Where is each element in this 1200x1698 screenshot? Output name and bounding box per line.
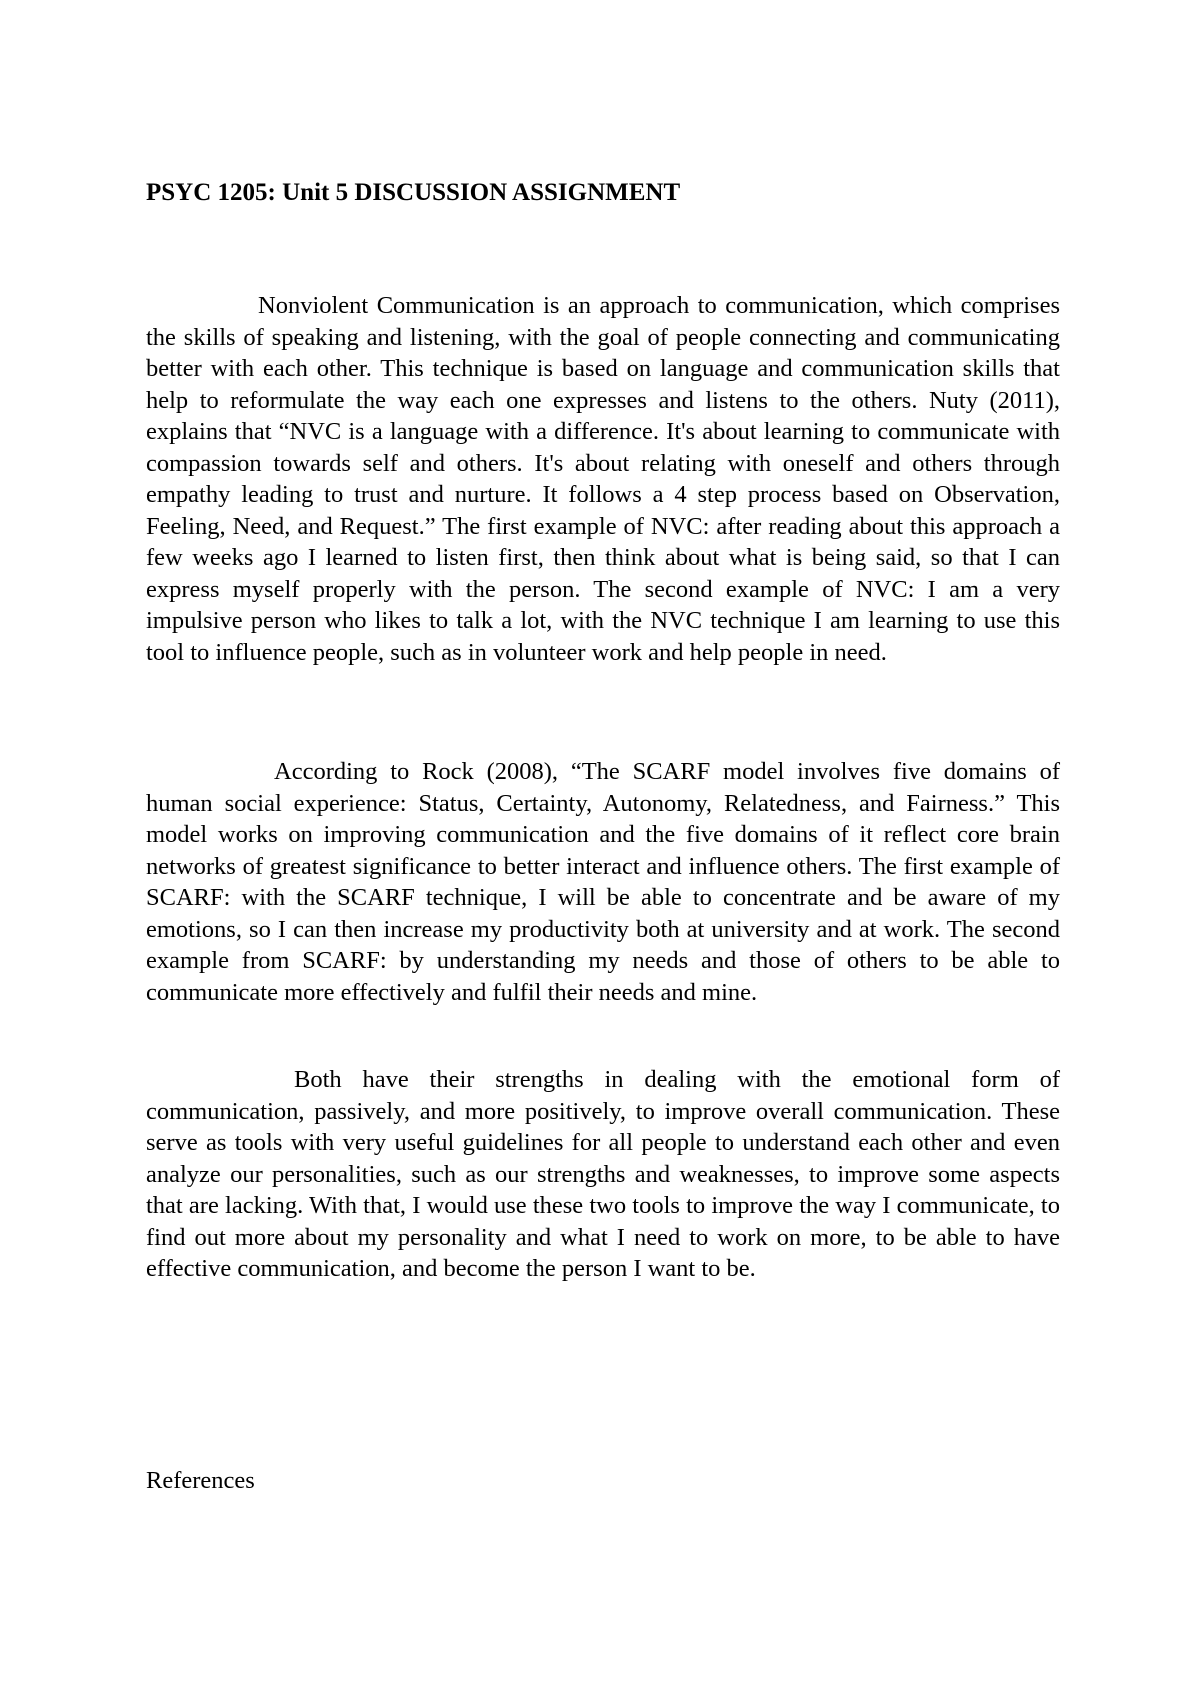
paragraph-scarf: According to Rock (2008), “The SCARF model involves five domains of human social experience: Status, Certainty, Autonomy, Relatedness, and Fairness.” This model works on improving communication and the five domains of it reflect core brain networks of greatest significance to better interact and influence others. The first example of SCARF: with the SCARF technique, I will be able to concentrate and be aware of my emotions, so I can then increase my productivity both at university and at work. The second example from SCARF: by understanding my needs and those of others to be able to communicate more effectively and fulfil their needs and mine.: [146, 758, 1060, 1006]
references-heading: References: [146, 1467, 255, 1494]
paragraph-nvc: Nonviolent Communication is an approach to communication, which comprises the skills of speaking and listening, with the goal of people connecting and communicating better with each other. This technique is based on language and communication skills that help to reformulate the way each one expresses and listens to the others. Nuty (2011), explains that “NVC is a language with a difference. It's about learning to communicate with compassion towards self and others. It's about relating with oneself and others through empathy leading to trust and nurture. It follows a 4 step process based on Observation, Feeling, Need, and Request.” The first example of NVC: after reading about this approach a few weeks ago I learned to listen first, then think about what is being said, so that I can express myself properly with the person. The second example of NVC: I am a very impulsive person who likes to talk a lot, with the NVC technique I am learning to use this tool to influence people, such as in volunteer work and help people in need.: [146, 292, 1060, 666]
paragraph-conclusion: Both have their strengths in dealing with the emotional form of communication, passively, and more positively, to improve overall communication. These serve as tools with very useful guidelines for all people to understand each other and even analyze our personalities, such as our strengths and weaknesses, to improve some aspects that are lacking. With that, I would use these two tools to improve the way I communicate, to find out more about my personality and what I need to work on more, to be able to have effective communication, and become the person I want to be.: [146, 1066, 1060, 1282]
document-title: PSYC 1205: Unit 5 DISCUSSION ASSIGNMENT: [146, 179, 681, 206]
